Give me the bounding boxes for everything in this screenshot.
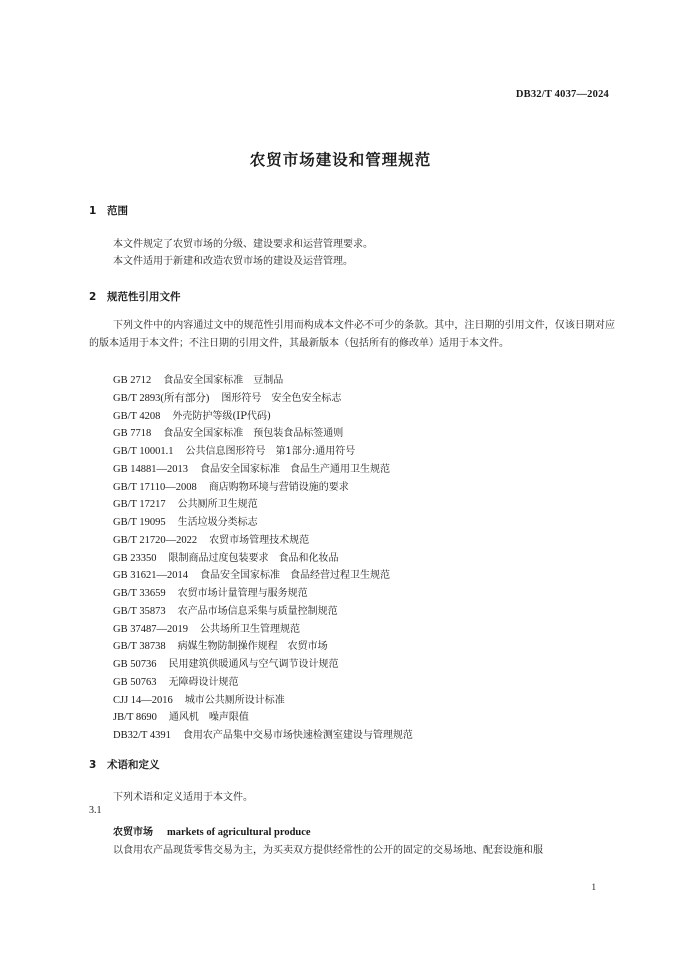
scope-paragraph-1: 本文件规定了农贸市场的分级、建设要求和运营管理要求。 [113, 239, 373, 250]
reference-name: 病媒生物防制操作规程 农贸市场 [177, 641, 328, 653]
reference-code: GB 2712 [113, 375, 152, 386]
reference-name: 农贸市场管理技术规范 [209, 534, 310, 546]
reference-name: 食品安全国家标准 豆制品 [163, 375, 284, 386]
reference-code: GB/T 17110—2008 [113, 481, 197, 493]
reference-item [113, 603, 413, 621]
normative-references-intro: 下列文件中的内容通过文中的规范性引用而构成本文件必不可少的条款。其中，注日期的引用文件，仅该日期对应的版本适用于本文件；不注日期的引用文件，其最新版本（包括所有的修改单）适用于本文件。 [89, 320, 615, 349]
reference-item [113, 496, 413, 514]
reference-name: 食品安全国家标准 食品生产通用卫生规范 [199, 463, 390, 475]
term-chinese: 农贸市场 [113, 827, 153, 838]
document-code: DB32/T 4037—2024 [515, 89, 609, 100]
term-definition: 以食用农产品现货零售交易为主，为买卖双方提供经常性的公开的固定的交易场地、配套设施和服 [113, 845, 543, 856]
reference-code: GB 23350 [113, 552, 157, 564]
reference-name: 公共厕所卫生规范 [177, 499, 258, 511]
section-3-heading [89, 757, 160, 772]
reference-code: DB32/T 4391 [113, 730, 171, 741]
reference-item [113, 674, 413, 692]
reference-name: 城市公共厕所设计标准 [184, 694, 285, 706]
reference-code: GB 50763 [113, 676, 157, 688]
page-number: 1 [591, 882, 596, 892]
reference-item [113, 585, 413, 603]
reference-item [113, 567, 413, 585]
reference-code: GB/T 33659 [113, 588, 166, 599]
reference-name: 食品安全国家标准 食品经营过程卫生规范 [199, 570, 390, 582]
reference-name: 无障碍设计规范 [168, 676, 239, 688]
reference-name: 农贸市场计量管理与服务规范 [177, 588, 308, 599]
reference-code: GB/T 38738 [113, 641, 166, 653]
reference-code: GB/T 4208 [113, 410, 161, 422]
reference-list [113, 372, 413, 745]
reference-name: 公共场所卫生管理规范 [199, 623, 300, 635]
section-number: 2 [89, 291, 97, 303]
reference-code: GB/T 21720—2022 [113, 534, 198, 546]
reference-item [113, 709, 413, 727]
reference-name: 通风机 噪声限值 [168, 712, 249, 724]
reference-code: GB 14881—2013 [113, 463, 188, 475]
reference-code: CJJ 14—2016 [113, 694, 173, 706]
reference-item [113, 621, 413, 639]
reference-item [113, 692, 413, 710]
reference-name: 外壳防护等级(IP代码) [172, 410, 271, 422]
reference-name: 限制商品过度包装要求 食品和化妆品 [168, 552, 339, 564]
reference-name: 食品安全国家标准 预包装食品标签通则 [163, 428, 344, 440]
section-number: 3 [89, 759, 97, 771]
reference-name: 农产品市场信息采集与质量控制规范 [177, 605, 338, 617]
reference-item [113, 408, 413, 426]
reference-item [113, 638, 413, 656]
reference-name: 图形符号 安全色安全标志 [221, 392, 342, 404]
reference-item [113, 514, 413, 532]
reference-code: GB 37487—2019 [113, 623, 188, 635]
reference-code: GB 31621—2014 [113, 570, 188, 582]
reference-item [113, 461, 413, 479]
section-1-heading [89, 203, 128, 218]
reference-code: GB/T 2893(所有部分) [113, 392, 210, 404]
reference-item [113, 532, 413, 550]
terms-intro: 下列术语和定义适用于本文件。 [113, 792, 253, 803]
reference-code: JB/T 8690 [113, 712, 157, 724]
reference-item [113, 656, 413, 674]
section-title: 规范性引用文件 [107, 291, 181, 303]
reference-name: 食用农产品集中交易市场快速检测室建设与管理规范 [182, 730, 413, 741]
term-english: markets of agricultural produce [167, 827, 311, 838]
reference-item [113, 390, 413, 408]
section-2-heading [89, 289, 181, 304]
reference-item [113, 443, 413, 461]
reference-code: GB/T 35873 [113, 605, 166, 617]
reference-code: GB/T 17217 [113, 499, 166, 511]
scope-paragraph-2: 本文件适用于新建和改造农贸市场的建设及运营管理。 [113, 256, 353, 267]
reference-item [113, 425, 413, 443]
reference-item [113, 550, 413, 568]
reference-name: 生活垃圾分类标志 [177, 517, 258, 528]
reference-code: GB 50736 [113, 659, 157, 670]
reference-code: GB/T 10001.1 [113, 446, 174, 457]
section-title: 术语和定义 [107, 759, 160, 771]
document-title: 农贸市场建设和管理规范 [249, 151, 432, 169]
reference-item [113, 372, 413, 390]
section-number: 1 [89, 205, 97, 217]
reference-name: 商店购物环境与营销设施的要求 [208, 481, 349, 493]
term-heading [113, 823, 311, 838]
reference-item [113, 727, 413, 745]
subsection-number: 3.1 [89, 805, 102, 816]
reference-code: GB 7718 [113, 428, 152, 440]
section-title: 范围 [107, 205, 128, 217]
reference-item [113, 479, 413, 497]
reference-name: 公共信息图形符号 第1部分:通用符号 [185, 446, 356, 457]
reference-name: 民用建筑供暖通风与空气调节设计规范 [168, 659, 339, 670]
reference-code: GB/T 19095 [113, 517, 166, 528]
